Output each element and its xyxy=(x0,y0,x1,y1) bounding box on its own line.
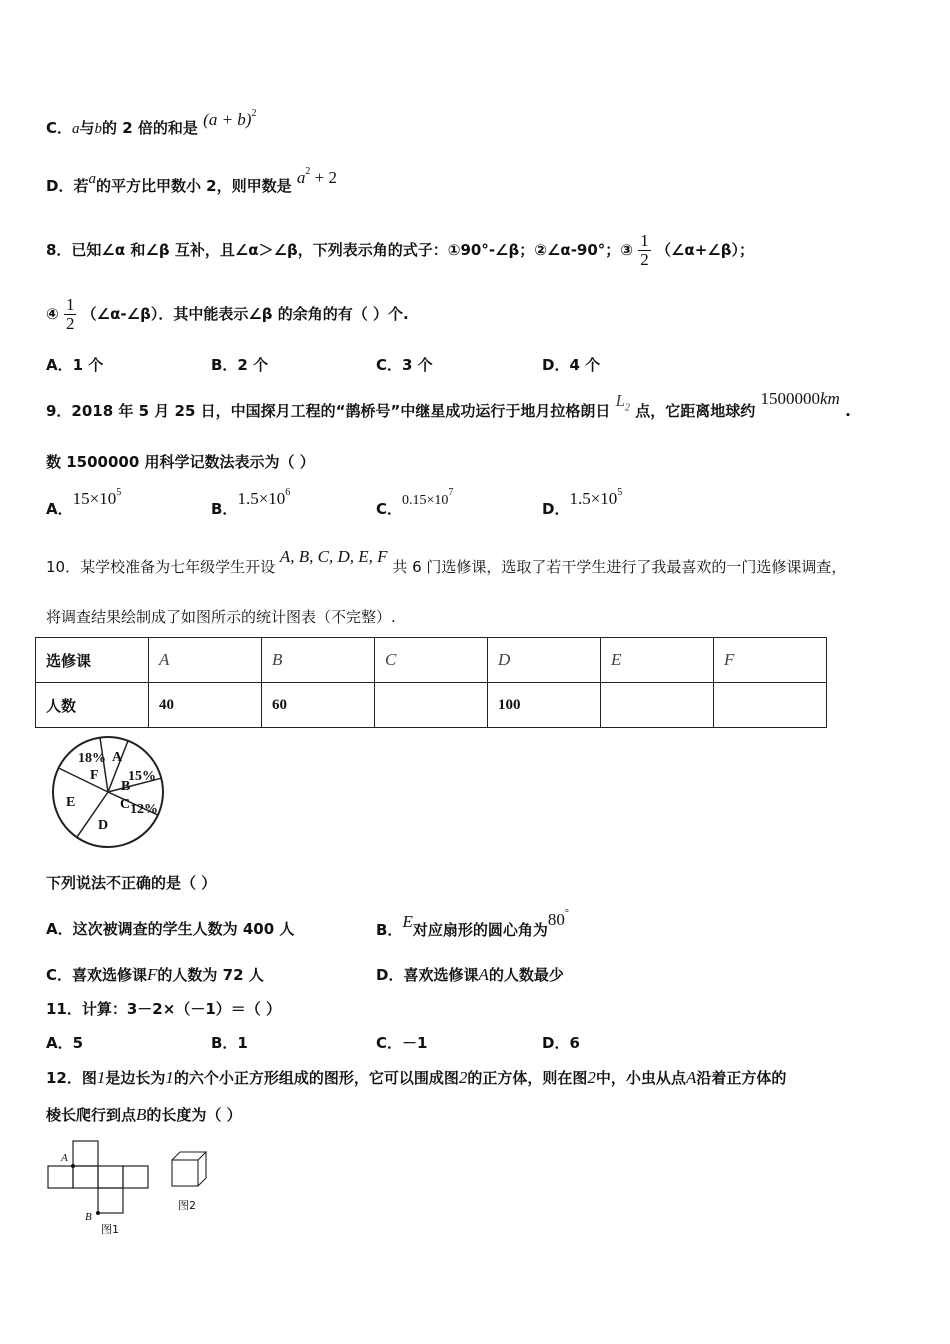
pie-label-b: B xyxy=(121,779,131,794)
pie-label-a: A xyxy=(112,750,123,765)
q9-option-c: C．$0.15\times 10^7$ xyxy=(376,487,454,518)
q10-option-b: B．E对应扇形的圆心角为80° xyxy=(376,908,569,939)
net-square xyxy=(73,1141,98,1166)
q8-stem-line2: ④ $\frac{1}{2}$ （∠α‑∠β）．其中能表示∠β 的余角的有（ ）个. xyxy=(46,295,409,333)
q8-option-b: B．2 个 xyxy=(211,356,269,374)
table-cell: B xyxy=(262,638,375,683)
q7-option-c: C．a与b的 2 倍的和是 $(a + b)^2$ xyxy=(46,108,257,137)
table-row xyxy=(36,638,827,683)
q10-question: 下列说法不正确的是（ ） xyxy=(46,874,217,892)
net-square xyxy=(98,1188,123,1213)
q9-stem-line2: 数 1500000 用科学记数法表示为（ ） xyxy=(46,453,315,471)
q12-figure1-net xyxy=(42,1140,154,1240)
table-cell: F xyxy=(714,638,827,683)
q8-frac-half-2: $\frac{1}{2}$ xyxy=(65,295,75,333)
net-point-a: A xyxy=(61,1152,68,1164)
pie-label-d: D xyxy=(98,818,109,833)
q11-option-c: C．－1 xyxy=(376,1034,428,1052)
figure2-label: 图2 xyxy=(178,1199,196,1212)
q7-option-d: D．若a的平方比甲数小 2，则甲数是 $a^2 + 2$ xyxy=(46,166,337,195)
q9-stem-line1: 9．2018 年 5 月 25 日，中国探月工程的“鹊桥号”中继星成功运行于地月拉格朗日 $L_2$ 点，它距离地球约 1500000km . xyxy=(46,389,851,420)
q9-option-d: D．$1.5\times 10^5$ xyxy=(542,487,623,518)
net-square xyxy=(73,1166,98,1188)
q8-stem-line1: 8．已知∠α 和∠β 互补，且∠α＞∠β，下列表示角的式子：①90°‑∠β；②∠α‑90°；③ $\frac{1}{2}$ （∠α+∠β）； xyxy=(46,231,754,269)
net-square xyxy=(123,1166,148,1188)
q10-option-d: D．喜欢选修课A的人数最少 xyxy=(376,965,564,984)
pie-pct-b: 15% xyxy=(128,769,156,784)
table-cell: 60 xyxy=(262,683,375,728)
pie-pct-c: 12% xyxy=(130,802,158,817)
q11-option-d: D．6 xyxy=(542,1034,580,1052)
cube-side-face xyxy=(198,1152,206,1186)
q9-option-a: A．$15\times 10^5$ xyxy=(46,487,122,518)
q8-option-c: C．3 个 xyxy=(376,356,433,374)
net-point-b-dot xyxy=(96,1211,100,1215)
pie-label-c: C xyxy=(120,797,131,812)
q8-option-d: D．4 个 xyxy=(542,356,601,374)
table-cell: D xyxy=(488,638,601,683)
q8-frac-half: $\frac{1}{2}$ xyxy=(640,231,649,269)
table-cell: A xyxy=(149,638,262,683)
q10-pie-chart xyxy=(48,732,168,852)
net-square xyxy=(98,1166,123,1188)
table-cell: C xyxy=(375,638,488,683)
q11-stem: 11．计算：3－2×（－1）＝（ ） xyxy=(46,1000,281,1018)
table-cell: 40 xyxy=(149,683,262,728)
q12-stem-line1: 12．图1是边长为1的六个小正方形组成的图形，它可以围成图2的正方体，则在图2中，小虫从点A沿着正方体的 xyxy=(46,1068,787,1087)
table-cell xyxy=(601,683,714,728)
q11-option-a: A．5 xyxy=(46,1034,84,1052)
q10-stem-line2: 将调查结果绘制成了如图所示的统计图表（不完整）. xyxy=(46,608,396,626)
q10-option-c: C．喜欢选修课F的人数为 72 人 xyxy=(46,965,264,984)
table-cell: E xyxy=(601,638,714,683)
q9-distance: 1500000km xyxy=(760,389,840,408)
q12-figure2-cube xyxy=(168,1148,212,1216)
table-header-cell: 选修课 xyxy=(36,638,149,683)
q8-option-a: A．1 个 xyxy=(46,356,104,374)
table-cell xyxy=(375,683,488,728)
q9-point-l2: $L_2$ xyxy=(615,391,631,414)
q9-option-b: B．$1.5\times 10^6$ xyxy=(211,487,291,518)
q10-stem-line1: 10．某学校准备为七年级学生开设 A, B, C, D, E, F 共 6 门选修课，选取了若干学生进行了我最喜欢的一门选修课调查， xyxy=(46,547,847,576)
pie-pct-f: 18% xyxy=(78,751,106,766)
q12-stem-line2: 棱长爬行到点B的长度为（ ） xyxy=(46,1105,242,1124)
net-square xyxy=(48,1166,73,1188)
cube-front-face xyxy=(172,1160,198,1186)
table-header-cell: 人数 xyxy=(36,683,149,728)
q10-stat-table xyxy=(35,637,827,728)
table-cell: 100 xyxy=(488,683,601,728)
table-row xyxy=(36,683,827,728)
q10-option-a: A．这次被调查的学生人数为 400 人 xyxy=(46,920,295,938)
figure1-label: 图1 xyxy=(101,1223,119,1236)
q11-option-b: B．1 xyxy=(211,1034,248,1052)
cube-top-face xyxy=(172,1152,206,1160)
table-cell xyxy=(714,683,827,728)
pie-label-f: F xyxy=(90,768,99,783)
pie-label-e: E xyxy=(66,795,76,810)
net-point-a-dot xyxy=(71,1164,75,1168)
net-point-b: B xyxy=(85,1211,92,1223)
